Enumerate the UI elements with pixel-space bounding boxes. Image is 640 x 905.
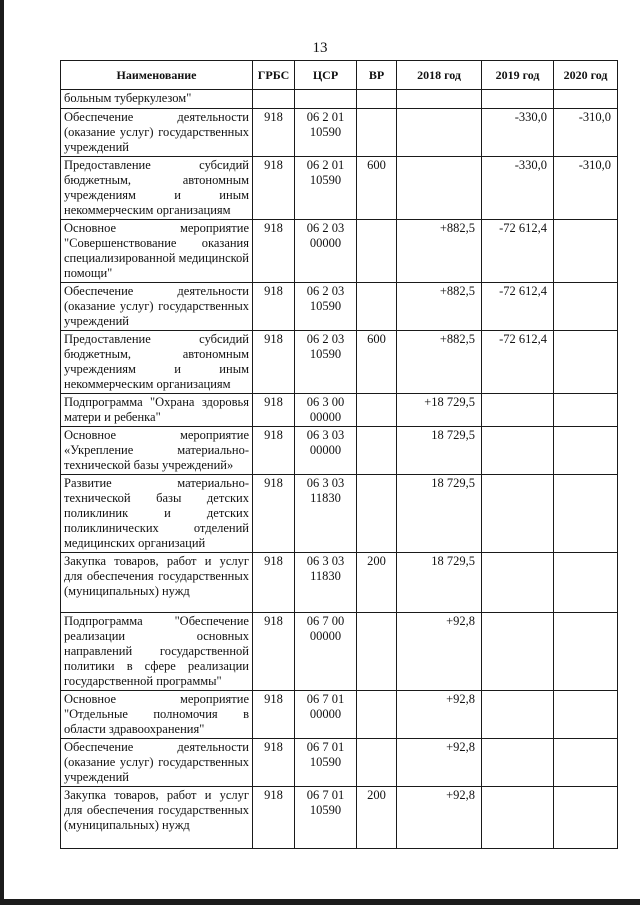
row-2020 xyxy=(554,739,618,787)
row-2018: +92,8 xyxy=(397,613,482,691)
row-2018: 18 729,5 xyxy=(397,553,482,613)
row-name: Предоставление субсидий бюджетным, автономным учреждениям и иным некоммерческим организациям xyxy=(61,331,253,394)
row-2020 xyxy=(554,613,618,691)
row-csr: 06 2 01 10590 xyxy=(295,157,357,220)
row-2018: +882,5 xyxy=(397,283,482,331)
row-grbs: 918 xyxy=(253,109,295,157)
row-csr: 06 3 03 11830 xyxy=(295,553,357,613)
table-row xyxy=(61,613,618,691)
row-2020 xyxy=(554,331,618,394)
row-2020 xyxy=(554,475,618,553)
row-2018: +882,5 xyxy=(397,331,482,394)
row-name: Подпрограмма "Обеспечение реализации основных направлений государственной политики в сфере реализации государственной программы" xyxy=(61,613,253,691)
row-2018 xyxy=(397,109,482,157)
header-csr: ЦСР xyxy=(295,61,357,90)
row-2020 xyxy=(554,220,618,283)
row-name: Обеспечение деятельности (оказание услуг) государственных учреждений xyxy=(61,109,253,157)
scan-left-edge xyxy=(0,0,4,905)
row-name: Основное мероприятие "Отдельные полномочия в области здравоохранения" xyxy=(61,691,253,739)
page-number: 13 xyxy=(312,40,328,56)
row-2019 xyxy=(482,787,554,849)
table-row xyxy=(61,394,618,427)
row-2020 xyxy=(554,283,618,331)
row-2020 xyxy=(554,427,618,475)
row-csr: 06 2 03 10590 xyxy=(295,331,357,394)
row-grbs: 918 xyxy=(253,157,295,220)
row-name: Основное мероприятие «Укрепление материально-технической базы учреждений» xyxy=(61,427,253,475)
row-grbs: 918 xyxy=(253,220,295,283)
row-grbs: 918 xyxy=(253,394,295,427)
row-2020 xyxy=(554,394,618,427)
table-row xyxy=(61,331,618,394)
row-2019 xyxy=(482,394,554,427)
header-2019: 2019 год xyxy=(482,61,554,90)
row-name: больным туберкулезом" xyxy=(61,90,253,109)
row-2018: +882,5 xyxy=(397,220,482,283)
row-2018 xyxy=(397,90,482,109)
header-vr: ВР xyxy=(357,61,397,90)
row-2018: 18 729,5 xyxy=(397,475,482,553)
row-name: Закупка товаров, работ и услуг для обеспечения государственных (муниципальных) нужд xyxy=(61,553,253,613)
row-vr: 600 xyxy=(357,157,397,220)
row-csr: 06 7 01 00000 xyxy=(295,691,357,739)
row-2019 xyxy=(482,427,554,475)
row-2019: -330,0 xyxy=(482,157,554,220)
header-grbs: ГРБС xyxy=(253,61,295,90)
table-header-row xyxy=(61,61,618,90)
row-grbs: 918 xyxy=(253,739,295,787)
row-grbs: 918 xyxy=(253,475,295,553)
row-grbs: 918 xyxy=(253,787,295,849)
row-csr: 06 7 01 10590 xyxy=(295,739,357,787)
row-2019 xyxy=(482,90,554,109)
row-vr xyxy=(357,475,397,553)
row-2018: +92,8 xyxy=(397,691,482,739)
row-vr xyxy=(357,691,397,739)
row-vr: 200 xyxy=(357,553,397,613)
row-2020: -310,0 xyxy=(554,157,618,220)
budget-table xyxy=(60,60,618,849)
row-2019 xyxy=(482,613,554,691)
row-2020 xyxy=(554,553,618,613)
header-name: Наименование xyxy=(61,61,253,90)
table-row xyxy=(61,553,618,613)
row-csr: 06 2 03 00000 xyxy=(295,220,357,283)
row-2020 xyxy=(554,691,618,739)
row-2019 xyxy=(482,691,554,739)
row-name: Закупка товаров, работ и услуг для обеспечения государственных (муниципальных) нужд xyxy=(61,787,253,849)
row-2018: +18 729,5 xyxy=(397,394,482,427)
row-vr xyxy=(357,394,397,427)
row-2019 xyxy=(482,553,554,613)
row-vr xyxy=(357,613,397,691)
table-row xyxy=(61,691,618,739)
row-grbs: 918 xyxy=(253,331,295,394)
row-csr: 06 3 00 00000 xyxy=(295,394,357,427)
row-vr xyxy=(357,90,397,109)
row-2019: -72 612,4 xyxy=(482,331,554,394)
header-2020: 2020 год xyxy=(554,61,618,90)
row-csr: 06 2 01 10590 xyxy=(295,109,357,157)
row-csr: 06 2 03 10590 xyxy=(295,283,357,331)
table-row xyxy=(61,787,618,849)
row-csr: 06 7 01 10590 xyxy=(295,787,357,849)
row-vr xyxy=(357,739,397,787)
row-vr xyxy=(357,283,397,331)
row-csr: 06 7 00 00000 xyxy=(295,613,357,691)
table-row xyxy=(61,475,618,553)
row-vr xyxy=(357,220,397,283)
row-csr: 06 3 03 11830 xyxy=(295,475,357,553)
row-2018 xyxy=(397,157,482,220)
row-2019: -330,0 xyxy=(482,109,554,157)
row-2020 xyxy=(554,787,618,849)
scan-bottom-edge xyxy=(0,899,640,905)
row-name: Обеспечение деятельности (оказание услуг) государственных учреждений xyxy=(61,283,253,331)
row-name: Предоставление субсидий бюджетным, автономным учреждениям и иным некоммерческим организациям xyxy=(61,157,253,220)
row-grbs: 918 xyxy=(253,553,295,613)
header-2018: 2018 год xyxy=(397,61,482,90)
table-row xyxy=(61,90,618,109)
row-name: Обеспечение деятельности (оказание услуг) государственных учреждений xyxy=(61,739,253,787)
row-name: Развитие материально-технической базы детских поликлиник и детских поликлинических отделений медицинских организаций xyxy=(61,475,253,553)
row-grbs: 918 xyxy=(253,613,295,691)
table-row xyxy=(61,283,618,331)
row-grbs: 918 xyxy=(253,427,295,475)
row-vr xyxy=(357,427,397,475)
row-name: Основное мероприятие "Совершенствование оказания специализированной медицинской помощи" xyxy=(61,220,253,283)
row-name: Подпрограмма "Охрана здоровья матери и ребенка" xyxy=(61,394,253,427)
row-2018: +92,8 xyxy=(397,739,482,787)
row-csr xyxy=(295,90,357,109)
row-vr: 600 xyxy=(357,331,397,394)
row-grbs xyxy=(253,90,295,109)
table-row xyxy=(61,157,618,220)
row-2019: -72 612,4 xyxy=(482,283,554,331)
row-grbs: 918 xyxy=(253,283,295,331)
row-2018: +92,8 xyxy=(397,787,482,849)
row-2018: 18 729,5 xyxy=(397,427,482,475)
row-grbs: 918 xyxy=(253,691,295,739)
row-2020 xyxy=(554,90,618,109)
row-2019: -72 612,4 xyxy=(482,220,554,283)
table-row xyxy=(61,427,618,475)
row-2020: -310,0 xyxy=(554,109,618,157)
table-row xyxy=(61,109,618,157)
row-vr: 200 xyxy=(357,787,397,849)
row-csr: 06 3 03 00000 xyxy=(295,427,357,475)
table-row xyxy=(61,739,618,787)
table-row xyxy=(61,220,618,283)
row-2019 xyxy=(482,739,554,787)
row-2019 xyxy=(482,475,554,553)
row-vr xyxy=(357,109,397,157)
